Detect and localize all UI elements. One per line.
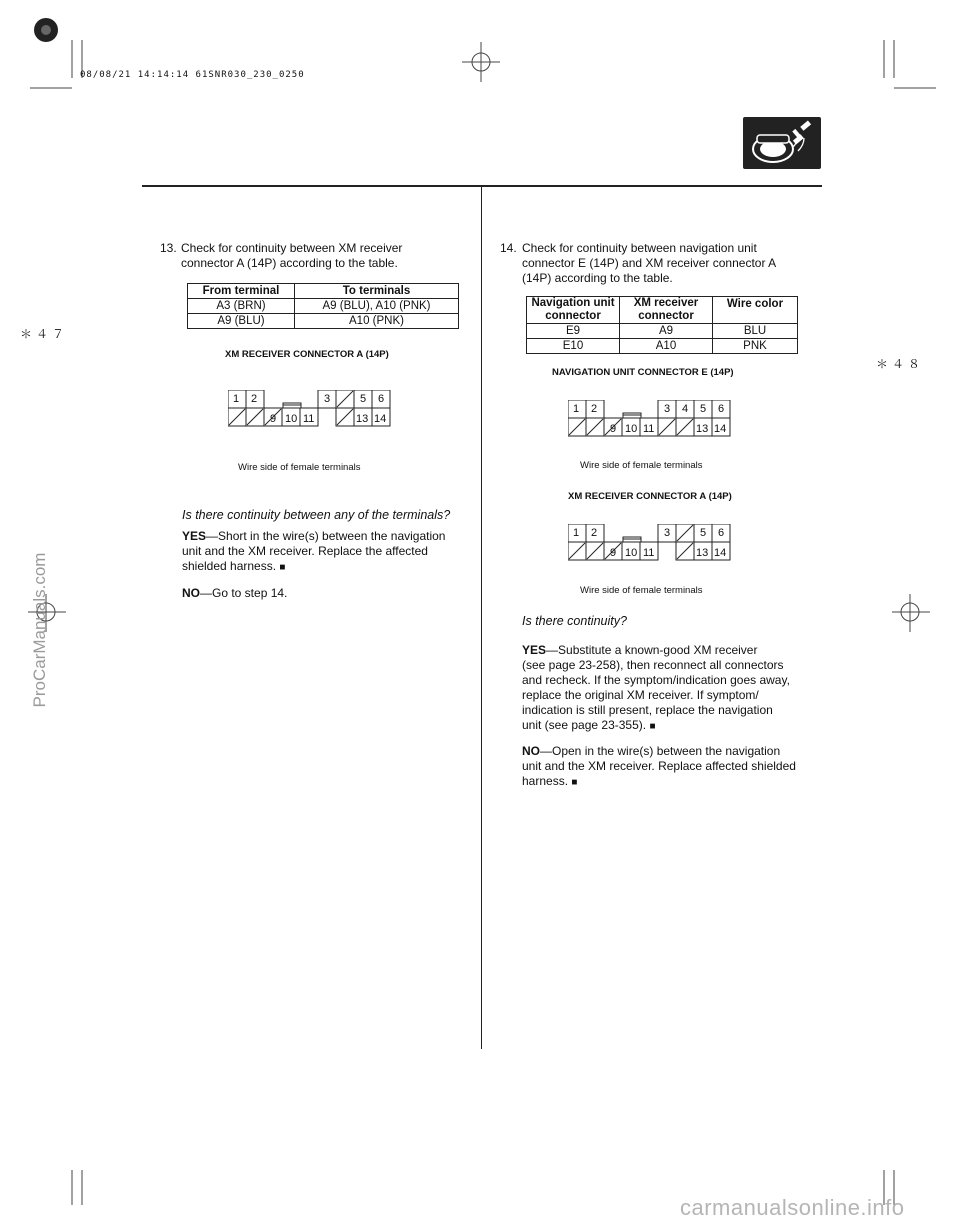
pin-label: 6 [378,393,385,405]
pin-label: 1 [573,403,580,415]
table-cell: BLU [713,324,798,339]
step13-question: Is there continuity between any of the terminals? [182,508,451,522]
yes-text-1: Short in the wire(s) between the navigation [218,529,446,543]
pin-label: 14 [714,423,727,435]
step13-yes-3 [182,559,285,575]
step14-yes-3: and recheck. If the symptom/indication goes away, [522,673,790,687]
step14-number: 14. [500,241,517,255]
pin-label: 6 [718,527,725,539]
step14-connector-e-caption: Wire side of female terminals [580,460,703,471]
pin-label: 11 [643,547,655,559]
pin-label: 5 [700,403,707,415]
pin-label: 13 [696,423,709,435]
navigation-satellite-icon [743,117,821,169]
pin-label: 14 [714,547,727,559]
dash: — [206,529,219,543]
step13-number: 13. [160,241,177,255]
pin-label: 9 [270,413,277,425]
dash: — [200,586,212,600]
step14-yes-5: indication is still present, replace the navigation [522,703,773,717]
xm-receiver-connector-a-diagram [568,524,736,564]
step14-yes-4: replace the original XM receiver. If symptom/ [522,688,759,702]
pin-label: 11 [303,413,315,425]
pin-label: 2 [591,403,598,415]
step13-instruction-2: connector A (14P) according to the table. [181,256,398,270]
no-text-3: harness. [522,774,569,788]
pin-label: 5 [700,527,707,539]
page-mark-left: ＊４７ [20,327,69,341]
end-mark: ■ [571,777,578,788]
step13-connector-caption: Wire side of female terminals [238,462,361,473]
step14-instruction-1: Check for continuity between navigation unit [522,241,757,255]
table-cell: A9 (BLU), A10 (PNK) [295,299,459,314]
dash: — [546,643,559,657]
pin-label: 14 [374,413,387,425]
step14-yes-6 [522,718,655,734]
pin-label: 1 [573,527,580,539]
no-text-1: Open in the wire(s) between the navigation [552,744,781,758]
pin-label: 13 [356,413,369,425]
end-mark: ■ [649,721,656,732]
step14-table [526,296,798,354]
yes-text-1: Substitute a known-good XM receiver [558,643,758,657]
end-mark: ■ [279,562,286,573]
step14-no-3 [522,774,577,790]
no-label: NO [182,586,200,600]
table-cell: A3 (BRN) [188,299,295,314]
step13-instruction-1: Check for continuity between XM receiver [181,241,403,255]
step14-connector-a-title: XM RECEIVER CONNECTOR A (14P) [568,491,732,502]
pin-label: 13 [696,547,709,559]
step14-no [522,744,780,759]
header-rule [142,185,822,187]
pin-label: 6 [718,403,725,415]
pin-label: 3 [664,527,671,539]
pin-label: 10 [285,413,298,425]
xm-receiver-connector-a-diagram [228,390,396,430]
yes-label: YES [182,529,207,543]
table-cell: E9 [527,324,620,339]
table-header: From terminal [188,284,295,299]
table-header: Navigation unit connector [527,297,620,324]
yes-label: YES [522,643,547,657]
table-cell: PNK [713,339,798,354]
watermark-left: ProCarManuals.com [30,552,49,708]
no-text: Go to step 14. [212,586,288,600]
dash: — [540,744,552,758]
step13-connector-title: XM RECEIVER CONNECTOR A (14P) [225,349,389,360]
step14-connector-a-caption: Wire side of female terminals [580,585,703,596]
step14-no-2: unit and the XM receiver. Replace affected shielded [522,759,796,773]
step13-yes-2: unit and the XM receiver. Replace the affected [182,544,428,558]
table-header: To terminals [295,284,459,299]
pin-label: 2 [591,527,598,539]
pin-label: 10 [625,423,638,435]
pin-label: 1 [233,393,240,405]
yes-text-6: unit (see page 23-355). [522,718,647,732]
table-cell: A10 [620,339,713,354]
column-divider [481,187,482,1049]
pin-label: 3 [324,393,331,405]
table-cell: A9 [620,324,713,339]
pin-label: 10 [625,547,638,559]
step14-instruction-2: connector E (14P) and XM receiver connector A [522,256,777,270]
no-label: NO [522,744,540,758]
step14-instruction-3: (14P) according to the table. [522,271,673,285]
pin-label: 4 [682,403,689,415]
yes-text-3: shielded harness. [182,559,277,573]
pin-label: 5 [360,393,367,405]
step13-table [187,283,459,329]
table-cell: E10 [527,339,620,354]
step14-yes-2: (see page 23-258), then reconnect all connectors [522,658,784,672]
step14-question: Is there continuity? [522,614,627,628]
step13-yes [182,529,445,544]
table-header: Wire color [713,297,798,324]
pin-label: 11 [643,423,655,435]
table-cell: A10 (PNK) [295,314,459,329]
pin-label: 9 [610,423,617,435]
table-cell: A9 (BLU) [188,314,295,329]
print-stamp: 08/08/21 14:14:14 61SNR030_230_0250 [80,70,305,80]
step14-yes [522,643,757,658]
navigation-unit-connector-e-diagram [568,400,740,440]
page-mark-right: ＊４８ [876,357,925,371]
pin-label: 9 [610,547,617,559]
step14-connector-e-title: NAVIGATION UNIT CONNECTOR E (14P) [552,367,734,378]
pin-label: 3 [664,403,671,415]
pin-label: 2 [251,393,258,405]
watermark-bottom: carmanualsonline.info [680,1195,905,1220]
table-header: XM receiver connector [620,297,713,324]
step13-no [182,586,287,601]
